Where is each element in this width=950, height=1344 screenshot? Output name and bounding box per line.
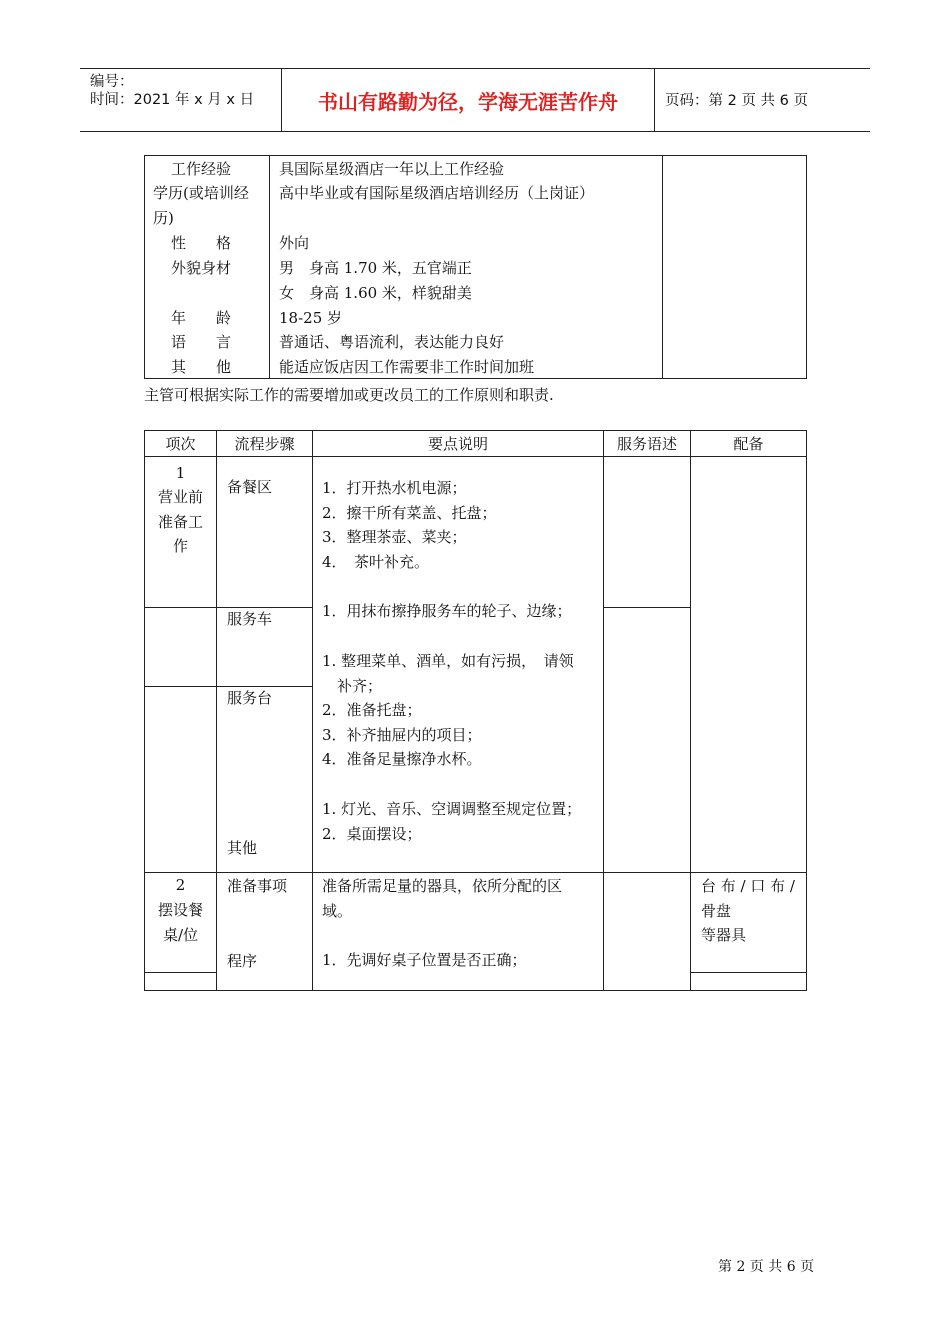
- step-label: 程序: [227, 952, 258, 970]
- table-line: [690, 972, 806, 973]
- col-header-equipment: 配备: [733, 435, 764, 453]
- step-label: 其他: [227, 839, 258, 857]
- step-label: 准备事项: [227, 877, 288, 895]
- number-label: 编号：: [90, 74, 134, 90]
- page-header: [80, 68, 870, 132]
- page-info: 页码：第 2 页 共 6 页: [665, 93, 808, 109]
- item-title: 桌/位: [162, 926, 199, 944]
- requirements-table: [144, 155, 807, 379]
- col-header-points: 要点说明: [427, 435, 488, 453]
- req-label: 年 龄: [171, 309, 232, 327]
- req-value: 18-25 岁: [279, 309, 343, 327]
- time-label: 时间：2021 年 x 月 x 日: [90, 92, 255, 108]
- point-line: 1．用抹布擦挣服务车的轮子、边缘；: [322, 602, 572, 620]
- point-line: 2．桌面摆设；: [322, 825, 422, 843]
- table-divider: [662, 156, 663, 378]
- point-line: 1．先调好桌子位置是否正确；: [322, 951, 527, 969]
- req-label: 工作经验: [171, 160, 232, 178]
- req-label: 历): [153, 209, 174, 227]
- item-title: 营业前: [157, 488, 203, 506]
- req-value: 高中毕业或有国际星级酒店培训经历（上岗证）: [279, 184, 595, 202]
- table-line: [312, 431, 313, 990]
- table-line: [145, 872, 806, 873]
- point-line: 2．准备托盘；: [322, 701, 422, 719]
- req-label: 外貌身材: [171, 259, 232, 277]
- point-line: 准备所需足量的器具，依所分配的区: [322, 877, 563, 895]
- equipment-line: 骨盘: [701, 902, 732, 920]
- point-line: 2．擦干所有菜盖、托盘；: [322, 504, 497, 522]
- req-value: 能适应饭店因工作需要非工作时间加班: [279, 358, 535, 376]
- col-header-item: 项次: [165, 435, 196, 453]
- procedure-table: [144, 430, 807, 991]
- motto: 书山有路勤为径，学海无涯苦作舟: [282, 69, 655, 131]
- point-line: 域。: [322, 902, 353, 920]
- item-number: 2: [175, 876, 186, 894]
- item-title: 准备工: [157, 513, 203, 531]
- point-line: 3．整理茶壶、菜夹；: [322, 528, 467, 546]
- step-label: 服务台: [227, 689, 273, 707]
- equipment-line: 等器具: [701, 926, 747, 944]
- col-header-step: 流程步骤: [234, 435, 295, 453]
- table-line: [145, 972, 216, 973]
- table-line: [603, 431, 604, 990]
- point-line: 补齐；: [322, 677, 383, 695]
- req-label: 语 言: [171, 333, 232, 351]
- table-line: [603, 607, 690, 608]
- step-label: 备餐区: [227, 478, 273, 496]
- req-label: 其 他: [171, 358, 232, 376]
- req-label: 学历(或培训经: [153, 184, 249, 202]
- item-title: 作: [172, 537, 188, 555]
- page-footer: 第 2 页 共 6 页: [718, 1259, 815, 1275]
- item-title: 摆设餐: [157, 901, 203, 919]
- item-number: 1: [175, 464, 186, 482]
- header-meta: [80, 69, 282, 131]
- point-line: 1. 整理菜单、酒单，如有污损， 请领: [322, 652, 574, 670]
- note-text: 主管可根据实际工作的需要增加或更改员工的工作原则和职责.: [144, 386, 554, 404]
- req-value: 外向: [279, 234, 310, 252]
- point-line: 4．准备足量擦净水杯。: [322, 750, 482, 768]
- req-label: 性 格: [171, 234, 232, 252]
- point-line: 3．补齐抽屉内的项目；: [322, 726, 482, 744]
- table-line: [690, 431, 691, 990]
- point-line: 1. 灯光、音乐、空调调整至规定位置；: [322, 800, 582, 818]
- req-value: 具国际星级酒店一年以上工作经验: [279, 160, 505, 178]
- table-divider: [269, 156, 270, 378]
- col-header-phrases: 服务语述: [616, 435, 677, 453]
- step-label: 服务车: [227, 610, 273, 628]
- req-value: 男 身高 1.70 米，五官端正: [279, 259, 472, 277]
- req-value: 女 身高 1.60 米，样貌甜美: [279, 284, 472, 302]
- equipment-line: 台 布 / 口 布 /: [701, 877, 795, 895]
- point-line: 4． 茶叶补充。: [322, 553, 430, 571]
- table-line: [216, 431, 217, 990]
- req-value: 普通话、粤语流利，表达能力良好: [279, 333, 505, 351]
- point-line: 1．打开热水机电源；: [322, 479, 467, 497]
